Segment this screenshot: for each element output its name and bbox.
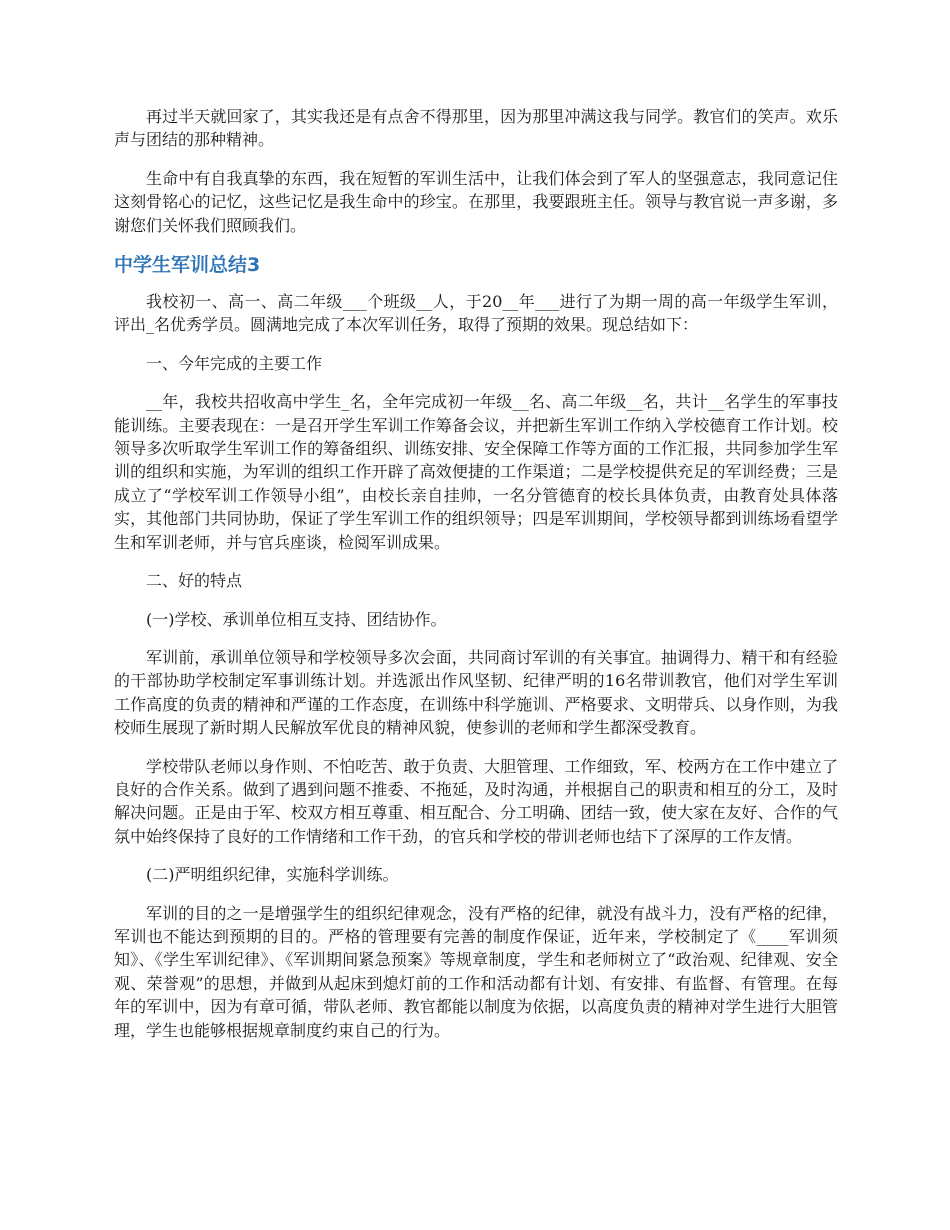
document-page <box>114 105 838 1057</box>
intro-paragraph-2: 生命中有自我真挚的东西，我在短暂的军训生活中，让我们体会到了军人的坚强意志，我同意记住这刻骨铭心的记忆，这些记忆是我生命中的珍宝。在那里，我要跟班主任。领导与教官说一声多谢，多谢您们关怀我们照顾我们。 <box>114 168 838 235</box>
section-title: 中学生军训总结3 <box>114 254 261 277</box>
paragraph-summary-intro: 我校初一、高一、高二年级___个班级__人，于20__年___进行了为期一周的高一年级学生军训，评出_名优秀学员。圆满地完成了本次军训任务，取得了预期的效果。现总结如下： <box>114 292 838 335</box>
paragraph-cooperation-2: 学校带队老师以身作则、不怕吃苦、敢于负责、大胆管理、工作细致，军、校两方在工作中建立了良好的合作关系。做到了遇到问题不推委、不拖延，及时沟通，并根据自己的职责和相互的分工，及时解决问题。正是由于军、校双方相互尊重、相互配合、分工明确、团结一致，使大家在友好、合作的气氛中始终保持了良好的工作情绪和工作干劲，的官兵和学校的带训老师也结下了深厚的工作友情。 <box>114 756 838 846</box>
paragraph-subheading-discipline: (二)严明组织纪律，实施科学训练。 <box>146 865 399 885</box>
paragraph-main-work: __年，我校共招收高中学生_名，全年完成初一年级__名、高二年级__名，共计__名学生的军事技能训练。主要表现在：一是召开学生军训工作筹备会议，并把新生军训工作纳入学校德育工作计划。校领导多次听取学生军训工作的筹备组织、训练安排、安全保障工作等方面的工作汇报，共同参加学生军训的组织和实施，为军训的组织工作开辟了高效便捷的工作渠道；二是学校提供充足的军训经费；三是成立了“学校军训工作领导小组”，由校长亲自挂帅，一名分管德育的校长具体负责，由教育处具体落实，其他部门共同协助，保证了学生军训工作的组织领导；四是军训期间，学校领导都到训练场看望学生和军训老师，并与官兵座谈，检阅军训成果。 <box>114 392 838 552</box>
paragraph-cooperation-1: 军训前，承训单位领导和学校领导多次会面，共同商讨军训的有关事宜。抽调得力、精干和有经验的干部协助学校制定军事训练计划。并选派出作风坚韧、纪律严明的16名带训教官，他们对学生军训工作高度的负责的精神和严谨的工作态度，在训练中科学施训、严格要求、文明带兵、以身作则，为我校师生展现了新时期人民解放军优良的精神风貌，使参训的老师和学生都深受教育。 <box>114 647 838 738</box>
paragraph-heading-features: 二、好的特点 <box>146 571 243 591</box>
paragraph-discipline: 军训的目的之一是增强学生的组织纪律观念，没有严格的纪律，就没有战斗力，没有严格的纪律，军训也不能达到预期的目的。严格的管理要有完善的制度作保证，近年来，学校制定了《____军训须知》、《学生军训纪律》、《军训期间紧急预案》等规章制度，学生和老师树立了“政治观、纪律观、安全观、荣誉观”的思想，并做到从起床到熄灯前的工作和活动都有计划、有安排、有监督、有管理。在每年的军训中，因为有章可循，带队老师、教官都能以制度为依据，以高度负责的精神对学生进行大胆管理，学生也能够根据规章制度约束自己的行为。 <box>114 903 838 1040</box>
paragraph-subheading-cooperation: (一)学校、承训单位相互支持、团结协作。 <box>146 609 447 629</box>
paragraph-heading-main-work: 一、今年完成的主要工作 <box>146 353 323 373</box>
intro-paragraph-1: 再过半天就回家了，其实我还是有点舍不得那里，因为那里冲满这我与同学。教官们的笑声。欢乐声与团结的那种精神。 <box>114 107 838 150</box>
